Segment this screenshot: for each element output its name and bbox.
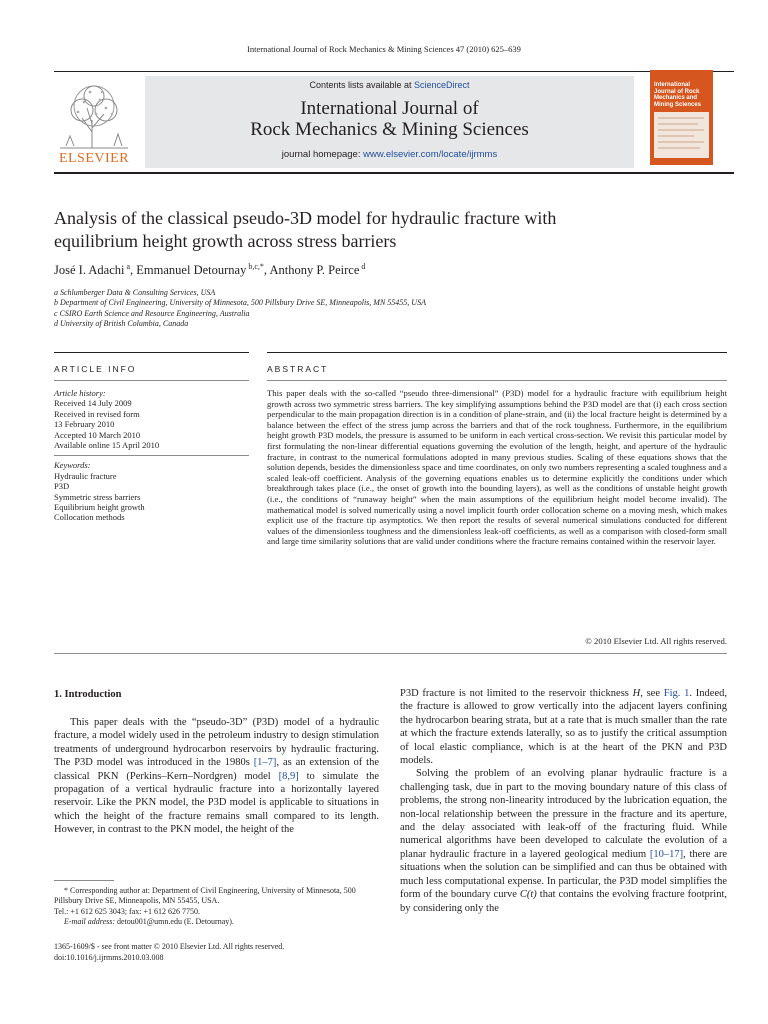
history-item: Available online 15 April 2010 (54, 440, 160, 451)
footnote-corresponding: * Corresponding author at: Department of Civil Engineering, University of Minnesota, 500 Pillsbury Drive SE, Minneapolis, MN 55455, USA. (54, 886, 356, 906)
history-label: Article history: (54, 388, 106, 398)
journal-homepage: journal homepage: www.elsevier.com/locate/ijrmms (281, 149, 498, 160)
keyword: Hydraulic fracture (54, 470, 117, 481)
footnote-email: E-mail address: detou001@umn.edu (E. Detournay). (64, 917, 234, 927)
footnote-tel: Tel.: +1 612 625 3043; fax: +1 612 626 7750. (54, 906, 201, 916)
paragraph: P3D fracture is not limited to the reservoir thickness H, see Fig. 1. Indeed, the fracture is allowed to grow vertically into the adjacent layers confining the hydrocarbon bearing strata, but at a rate that is much smaller than the rate at which the fracture extends laterally, so as to justify the critical assumption of local elastic compliance, which is at the heart of the PKN and P3D models. (400, 688, 727, 767)
contents-line: Contents lists available at ScienceDirect (309, 80, 470, 90)
header-top-rule (54, 71, 734, 72)
author-affil-marker: d (359, 262, 366, 271)
issn-line: 1365-1609/$ - see front matter © 2010 Elsevier Ltd. All rights reserved. (54, 942, 285, 951)
affiliation: d University of British Columbia, Canada (54, 318, 189, 328)
header-bottom-rule (54, 172, 734, 174)
paragraph: This paper deals with the “pseudo-3D” (P3D) model of a hydraulic fracture, a model widely used in the petroleum industry to design stimulation treatments of underground hydrocarbon reservoirs by hydraulic fracturing. The P3D model was introduced in the 1980s [1–7], as an extension of the classical PKN (Perkins–Kern–Nordgren) model [8,9] to simulate the propagation of a vertical hydraulic fracture into a horizontally layered reservoir. Like the PKN model, the P3D model is applicable to situations in which the height of the fracture remains small compared to its length. However, in contrast to the PKN model, the height of the (54, 717, 379, 836)
footnote (54, 886, 379, 928)
affiliation: a Schlumberger Data & Consulting Services, USA (54, 288, 216, 297)
affiliation: c CSIRO Earth Science and Resource Engineering, Australia (54, 308, 250, 318)
history-item: 13 February 2010 (54, 419, 115, 430)
journal-header-box (145, 76, 634, 168)
author: José I. Adachi (54, 263, 125, 278)
history-item: Received in revised form (54, 408, 140, 419)
abstract-sub-rule (267, 380, 727, 381)
cover-contents-icon (654, 112, 709, 158)
cover-inner-panel (654, 112, 709, 158)
history-item: Accepted 10 March 2010 (54, 429, 141, 440)
article-info (54, 388, 249, 523)
section-heading: 1. Introduction (54, 689, 122, 700)
publisher-name: ELSEVIER (58, 151, 130, 166)
author-affil-marker: a (124, 262, 131, 271)
keyword: Equilibrium height growth (54, 502, 145, 513)
citation-link[interactable]: [10–17] (649, 848, 684, 860)
history-item: Received 14 July 2009 (54, 398, 132, 409)
abstract-top-rule (267, 352, 727, 353)
keywords-label: Keywords: (54, 460, 91, 471)
abstract-text: This paper deals with the so-called “pseudo three-dimensional” (P3D) model for a hydraulic fracture with equilibrium height growth across two symmetric stress barriers. The key simplifying assumptions behind the P3D model are that (i) each cross section perpendicular to the main propagation direction is in a condition of plane-strain, and (ii) the local fracture height is determined by a balance between the effect of the stress jump across the barriers and that of the rock toughness. Furthermore, in the equilibrium height growth P3D models, the pressure is assumed to be uniform in each vertical cross-section. We revisit this particular model by first formulating the non-linear differential equations governing the evolution of the length, height, and aperture of the hydraulic fracture, in contrast to the numerical formulations adopted in many previous studies. Scaling of these equations shows that the solution depends, besides the dimensionless space and time coordinates, on only two numbers representing a scaled toughness and a scaled leak-off coefficient. Analysis of the governing equations enables us to determine explicitly the conditions under which breakthrough takes place (i.e., the onset of growth into the bounding layers), as well as the conditions of unstable height growth (i.e., the conditions of “runaway height” when the main assumptions of the equilibrium height model become invalid). The mathematical model is solved numerically using a novel implicit fourth order collocation scheme on a moving mesh, which makes explicit use of the fracture tip asymptotics. We then report the results of several numerical simulations conducted for different values of the dimensionless toughness and the dimensionless leak-off coefficients, as well as a comparison with closed-form small and large time similarity solutions that are valid under conditions where the fracture remains contained within the reservoir layer. (267, 388, 727, 547)
article-info-top-rule (54, 352, 249, 353)
figure-link[interactable]: Fig. 1 (663, 688, 690, 699)
paragraph: Solving the problem of an evolving planar hydraulic fracture is a challenging task, due in part to the moving boundary nature of this class of problems, the strong non-linearity introduced by the lubrication equation, the non-local relationship between the pressure in the fracture and its aperture, and the delay associated with leak-off of the fracturing fluid. While numerical algorithms have been developed to calculate the evolution of a planar hydraulic fracture in a layered geological medium [10–17], there are situations when the solution can be simplified and can thus be obtained with much less computational expense. In particular, the P3D model simplifies the form of the boundary curve C(t) that contains the evolving fracture footprint, by considering only the (400, 768, 727, 914)
journal-cover (650, 70, 713, 165)
author-affil-marker: b,c,* (246, 262, 264, 271)
citation-link[interactable]: [1–7] (253, 757, 277, 769)
author-list: José I. Adachi $^a$, Emmanuel Detournay $^{b,c,*}$, Anthony P. Peirce $^d$ (54, 262, 366, 278)
sciencedirect-link[interactable]: ScienceDirect (414, 80, 470, 90)
abstract-bottom-rule (54, 653, 727, 654)
abstract-copyright: © 2010 Elsevier Ltd. All rights reserved. (585, 636, 727, 646)
affiliation: b Department of Civil Engineering, University of Minnesota, 500 Pillsbury Drive SE, Minneapolis, MN 55455, USA (54, 298, 426, 308)
article-info-label: ARTICLE INFO (54, 364, 137, 374)
cover-title: International Journal of Rock Mechanics and Mining Sciences (654, 82, 702, 108)
info-divider (54, 455, 249, 456)
article-title: Analysis of the classical pseudo-3D model for hydraulic fracture with equilibrium height growth across stress barriers (54, 208, 557, 251)
citation-link[interactable]: [8,9] (278, 770, 299, 782)
article-info-sub-rule (54, 380, 249, 381)
affiliations (54, 288, 426, 329)
abstract-label: ABSTRACT (267, 364, 329, 374)
elsevier-logo (54, 80, 134, 165)
doi-line: doi:10.1016/j.ijrmms.2010.03.008 (54, 952, 164, 962)
keyword: Symmetric stress barriers (54, 491, 141, 502)
body-column-left (54, 716, 379, 837)
author: Emmanuel Detournay (136, 263, 247, 278)
keyword: P3D (54, 481, 70, 492)
journal-reference: International Journal of Rock Mechanics & Mining Sciences 47 (2010) 625–639 (247, 44, 521, 54)
body-column-right (400, 687, 727, 915)
journal-title: International Journal of Rock Mechanics & Mining Sciences (250, 98, 529, 140)
front-matter (54, 942, 284, 963)
author: Anthony P. Peirce (269, 263, 360, 278)
footnote-rule (54, 880, 114, 881)
homepage-link[interactable]: www.elsevier.com/locate/ijrmms (363, 149, 498, 160)
keyword: Collocation methods (54, 512, 125, 523)
